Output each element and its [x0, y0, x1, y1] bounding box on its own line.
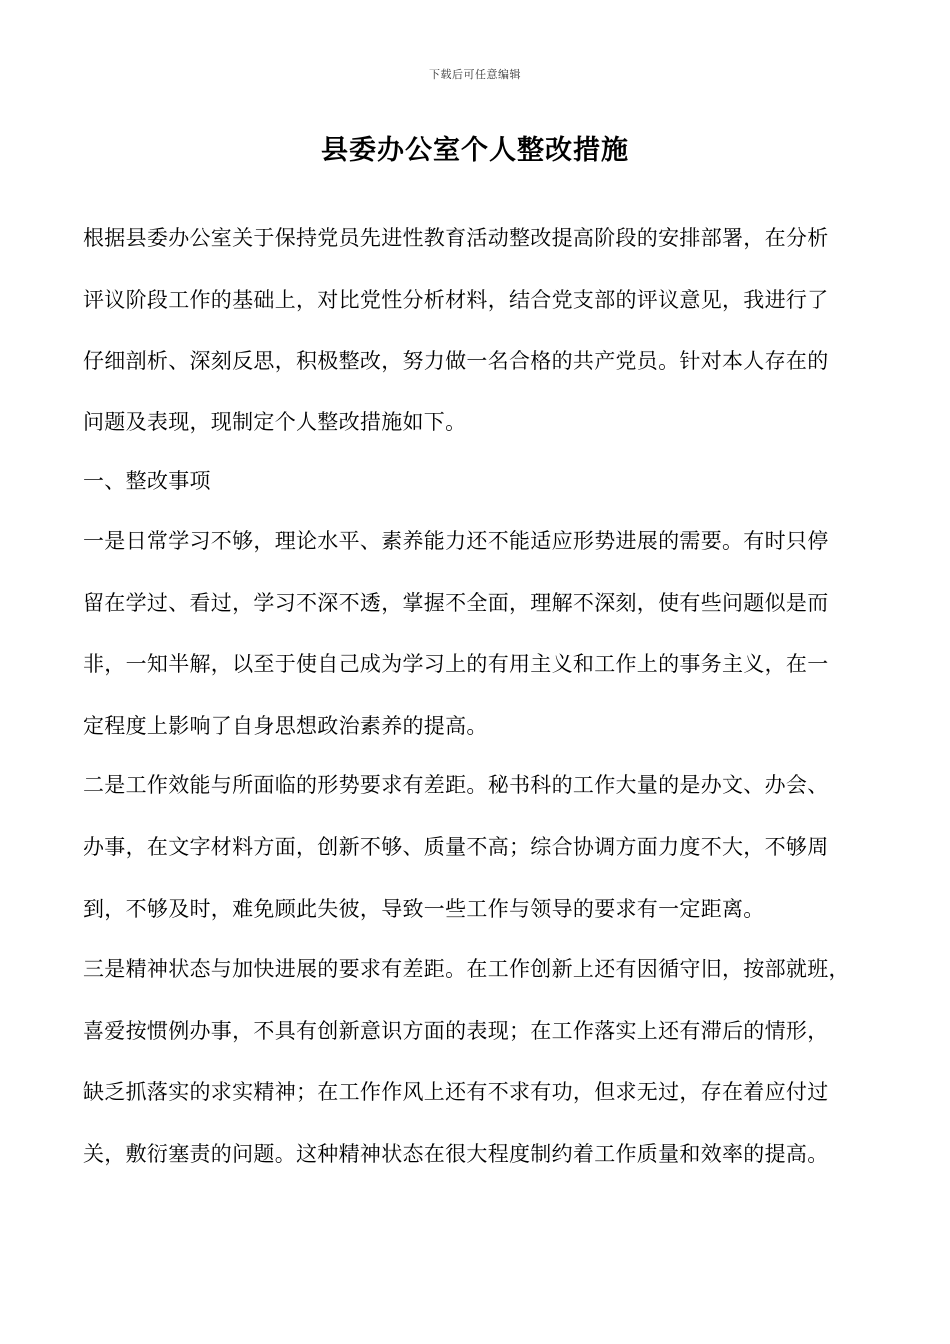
body-line: 三是精神状态与加快进展的要求有差距。在工作创新上还有因循守旧，按部就班，: [83, 957, 850, 981]
body-line: 喜爱按惯例办事，不具有创新意识方面的表现；在工作落实上还有滞后的情形，: [83, 1019, 829, 1043]
body-line: 定程度上影响了自身思想政治素养的提高。: [83, 714, 488, 738]
section-heading: 一、整改事项: [83, 469, 211, 493]
body-line: 根据县委办公室关于保持党员先进性教育活动整改提高阶段的安排部署，在分析: [83, 226, 829, 250]
body-line: 二是工作效能与所面临的形势要求有差距。秘书科的工作大量的是办文、办会、: [83, 773, 829, 797]
body-line: 办事，在文字材料方面，创新不够、质量不高；综合协调方面力度不大，不够周: [83, 835, 829, 859]
body-line: 关，敷衍塞责的问题。这种精神状态在很大程度制约着工作质量和效率的提高。: [83, 1142, 829, 1166]
body-line: 缺乏抓落实的求实精神；在工作作风上还有不求有功，但求无过，存在着应付过: [83, 1080, 829, 1104]
body-line: 非，一知半解，以至于使自己成为学习上的有用主义和工作上的事务主义，在一: [83, 652, 829, 676]
body-line: 仔细剖析、深刻反思，积极整改，努力做一名合格的共产党员。针对本人存在的: [83, 349, 829, 373]
body-line: 评议阶段工作的基础上，对比党性分析材料，结合党支部的评议意见，我进行了: [83, 288, 829, 312]
body-line: 到，不够及时，难免顾此失彼，导致一些工作与领导的要求有一定距离。: [83, 897, 765, 921]
body-line: 问题及表现，现制定个人整改措施如下。: [83, 410, 467, 434]
document-title: 县委办公室个人整改措施: [321, 135, 629, 166]
body-line: 一是日常学习不够，理论水平、素养能力还不能适应形势进展的需要。有时只停: [83, 529, 829, 553]
header-note: 下载后可任意编辑: [429, 68, 521, 81]
body-line: 留在学过、看过，学习不深不透，掌握不全面，理解不深刻，使有些问题似是而: [83, 591, 829, 615]
